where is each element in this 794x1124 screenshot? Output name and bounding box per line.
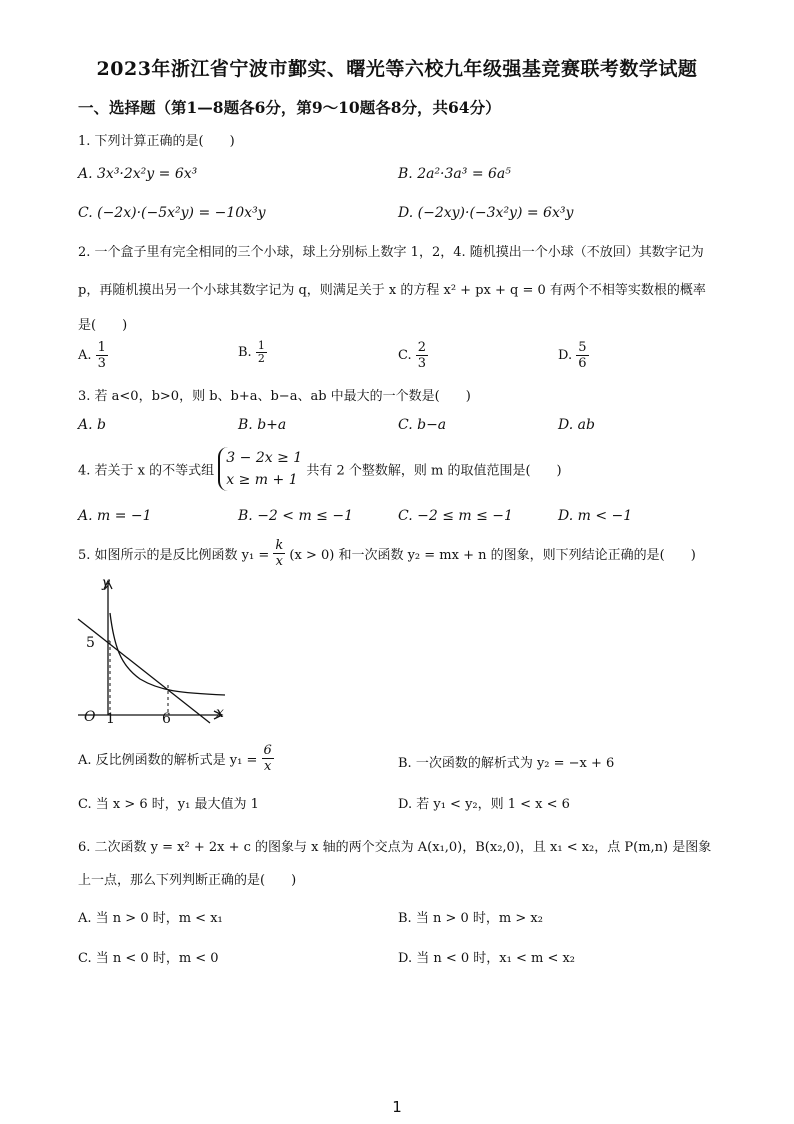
question-3-option-c: C. b−a: [398, 417, 447, 433]
section-heading: 一、选择题（第1—8题各6分，第9～10题各8分，共64分）: [78, 98, 501, 117]
question-6-option-c: C. 当 n < 0 时，m < 0: [78, 951, 219, 966]
x-axis-label: x: [216, 705, 224, 721]
question-5-option-a: [78, 743, 274, 774]
question-4-option-d: D. m < −1: [558, 508, 633, 524]
numerator: 5: [578, 340, 587, 355]
page-title: 2023年浙江省宁波市鄞实、曙光等六校九年级强基竞赛联考数学试题: [96, 58, 698, 80]
numerator: k: [275, 538, 284, 553]
question-3-option-a: A. b: [78, 417, 106, 433]
numerator: 6: [263, 743, 272, 758]
denominator: 3: [417, 356, 427, 371]
question-5-prefix: 5. 如图所示的是反比例函数 y₁ =: [78, 548, 270, 563]
y-axis-label: y: [102, 575, 110, 591]
question-2-line-3: 是( ): [78, 318, 128, 333]
question-4-option-c: C. −2 ≤ m ≤ −1: [398, 508, 513, 524]
question-5-stem: [78, 538, 696, 569]
question-5-option-c: C. 当 x > 6 时，y₁ 最大值为 1: [78, 797, 259, 812]
question-2-option-b: [238, 340, 267, 365]
question-5-suffix: (x > 0) 和一次函数 y₂ = mx + n 的图象，则下列结论正确的是( ): [289, 548, 696, 563]
y-tick-label: 5: [86, 635, 95, 651]
question-2-line-2: p，再随机摸出另一个小球其数字记为 q，则满足关于 x 的方程 x² + px + q = 0 有两个不相等实数根的概率: [78, 283, 706, 298]
question-6-option-d: D. 当 n < 0 时，x₁ < m < x₂: [398, 951, 576, 966]
question-6-option-b: B. 当 n > 0 时，m > x₂: [398, 911, 543, 926]
denominator: 3: [97, 356, 106, 371]
question-2-option-a: [78, 340, 108, 371]
question-1-stem: 1. 下列计算正确的是( ): [78, 134, 235, 149]
option-label: B.: [238, 345, 252, 360]
page-number: 1: [392, 1098, 402, 1116]
inequality-2: x ≥ m + 1: [226, 472, 298, 488]
linear-function-line: [78, 619, 210, 723]
denominator: x: [275, 554, 283, 569]
question-3-stem: 3. 若 a<0，b>0，则 b、b+a、b−a、ab 中最大的一个数是( ): [78, 389, 471, 404]
question-4-option-b: B. −2 < m ≤ −1: [238, 508, 354, 524]
question-1-option-d: D. (−2xy)·(−3x²y) = 6x³y: [398, 205, 574, 221]
question-4-stem: [78, 447, 562, 491]
question-6-line-2: 上一点，那么下列判断正确的是( ): [78, 873, 297, 888]
question-5-option-d: D. 若 y₁ < y₂，则 1 < x < 6: [398, 797, 570, 812]
question-1-option-b: B. 2a²·3a³ = 6a⁵: [398, 166, 511, 182]
denominator: 2: [257, 352, 265, 365]
question-1-option-c: C. (−2x)·(−5x²y) = −10x³y: [78, 205, 266, 221]
question-1-option-a: A. 3x³·2x²y = 6x³: [78, 166, 198, 182]
question-3-option-d: D. ab: [558, 417, 595, 433]
question-3-option-b: B. b+a: [238, 417, 287, 433]
question-2-option-d: [558, 340, 589, 371]
option-label: D.: [558, 348, 573, 363]
inequality-system: [218, 447, 302, 491]
question-6-line-1: 6. 二次函数 y = x² + 2x + c 的图象与 x 轴的两个交点为 A(x₁,0)，B(x₂,0)，且 x₁ < x₂，点 P(m,n) 是图象: [78, 840, 712, 855]
question-5-option-b: B. 一次函数的解析式为 y₂ = −x + 6: [398, 756, 615, 771]
function-graph: [70, 575, 230, 725]
reciprocal-curve: [110, 613, 225, 695]
question-4-prefix: 4. 若关于 x 的不等式组: [78, 463, 215, 479]
question-4-option-a: A. m = −1: [78, 508, 152, 524]
x-tick-label-1: 1: [106, 711, 115, 725]
x-tick-label-6: 6: [162, 711, 171, 725]
numerator: 1: [257, 339, 265, 352]
option-a-text: A. 反比例函数的解析式是 y₁ =: [78, 753, 258, 768]
denominator: x: [263, 759, 272, 774]
numerator: 2: [417, 340, 427, 355]
origin-label: O: [84, 709, 96, 725]
question-4-suffix: 共有 2 个整数解，则 m 的取值范围是( ): [306, 463, 562, 479]
denominator: 6: [578, 356, 587, 371]
question-2-line-1: 2. 一个盒子里有完全相同的三个小球，球上分别标上数字 1，2，4. 随机摸出一个小球（不放回）其数字记为: [78, 245, 704, 260]
question-6-option-a: A. 当 n > 0 时，m < x₁: [78, 911, 223, 926]
option-label: C.: [398, 348, 412, 363]
option-label: A.: [78, 348, 92, 363]
numerator: 1: [97, 340, 106, 355]
inequality-1: 3 − 2x ≥ 1: [226, 450, 303, 466]
question-2-option-c: [398, 340, 428, 371]
